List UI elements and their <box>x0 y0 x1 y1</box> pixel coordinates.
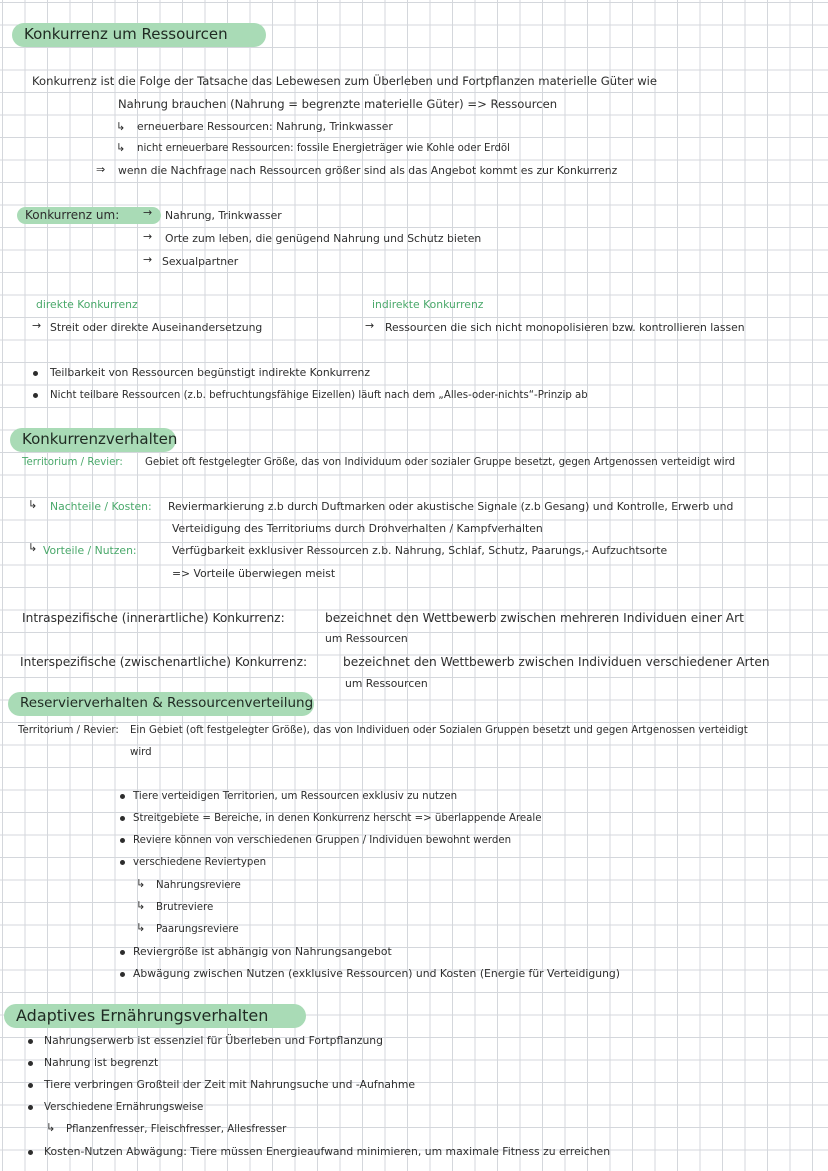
bullet-text: Tiere verteidigen Territorien, um Ressourcen exklusiv zu nutzen <box>133 791 458 802</box>
vorteile-label: Vorteile / Nutzen: <box>43 544 137 557</box>
territorium-label: Territorium / Revier: <box>22 457 123 468</box>
interspezifisch-text: bezeichnet den Wettbewerb zwischen Individuen verschiedener Arten <box>343 655 770 669</box>
list-item: Orte zum leben, die genügend Nahrung und Schutz bieten <box>165 232 482 245</box>
konkurrenz-um-label: Konkurrenz um: <box>17 207 161 224</box>
bullet-text: Nicht teilbare Ressourcen (z.b. befruchtungsfähige Eizellen) läuft nach dem „Alles-oder-nichts“-Prinzip ab <box>50 390 588 401</box>
bullet <box>120 794 125 799</box>
sub-item: Brutreviere <box>156 902 214 913</box>
bullet <box>33 371 38 376</box>
double-arrow-icon: ⇒ <box>96 163 106 176</box>
nachteile-text: Reviermarkierung z.b durch Duftmarken oder akustische Signale (z.b Gesang) und Kontrolle, Erwerb und <box>168 500 734 513</box>
intraspezifisch-text: bezeichnet den Wettbewerb zwischen mehreren Individuen einer Art <box>325 611 744 625</box>
indirect-competition-text: Ressourcen die sich nicht monopolisieren bzw. kontrollieren lassen <box>385 321 745 334</box>
bullet <box>28 1105 33 1110</box>
sub-item: Nahrungsreviere <box>156 880 241 891</box>
bullet-text: Nahrungserwerb ist essenziel für Überleben und Fortpflanzung <box>44 1034 383 1047</box>
direct-competition-text: Streit oder direkte Auseinandersetzung <box>50 321 263 334</box>
arrow-icon: → <box>365 319 375 332</box>
definition-line: nicht erneuerbare Ressourcen: fossile Energieträger wie Kohle oder Erdöl <box>137 143 510 154</box>
bullet <box>120 838 125 843</box>
list-item: Nahrung, Trinkwasser <box>165 209 282 222</box>
arrow-icon: → <box>143 230 153 243</box>
indirect-competition-title: indirekte Konkurrenz <box>372 298 484 311</box>
bullet-text: verschiedene Reviertypen <box>133 857 267 868</box>
turn-arrow-icon: ↳ <box>136 921 146 934</box>
section-title-konkurrenzverhalten: Konkurrenzverhalten <box>10 428 176 452</box>
vorteile-text: => Vorteile überwiegen meist <box>172 567 336 580</box>
bullet <box>33 393 38 398</box>
direct-competition-title: direkte Konkurrenz <box>36 298 138 311</box>
definition-line: Nahrung brauchen (Nahrung = begrenzte materielle Güter) => Ressourcen <box>118 97 558 111</box>
section-title-reservierverhalten: Reservierverhalten & Ressourcenverteilung <box>8 692 314 716</box>
bullet-text: Abwägung zwischen Nutzen (exklusive Ressourcen) und Kosten (Energie für Verteidigung) <box>133 967 621 980</box>
turn-arrow-icon: ↳ <box>28 541 38 554</box>
list-item: Sexualpartner <box>162 255 239 268</box>
bullet-text: Reviere können von verschiedenen Gruppen / Individuen bewohnt werden <box>133 835 512 846</box>
arrow-icon: → <box>143 206 153 219</box>
turn-arrow-icon: ↳ <box>136 877 146 890</box>
bullet <box>28 1039 33 1044</box>
bullet-text: Reviergröße ist abhängig von Nahrungsangebot <box>133 945 392 958</box>
bullet <box>120 816 125 821</box>
section-title-ernaehrungsverhalten: Adaptives Ernährungsverhalten <box>4 1004 306 1028</box>
territorium-label: Territorium / Revier: <box>18 725 119 736</box>
territorium-definition: Ein Gebiet (oft festgelegter Größe), das von Individuen oder Sozialen Gruppen besetzt und gegen Artgenossen verteidigt <box>130 725 748 736</box>
definition-line: erneuerbare Ressourcen: Nahrung, Trinkwasser <box>137 120 393 133</box>
nachteile-text: Verteidigung des Territoriums durch Drohverhalten / Kampfverhalten <box>172 522 543 535</box>
intraspezifisch-text: um Ressourcen <box>325 632 408 645</box>
sub-item: Pflanzenfresser, Fleischfresser, Allesfresser <box>66 1124 287 1135</box>
turn-arrow-icon: ↳ <box>46 1121 56 1134</box>
bullet-text: Teilbarkeit von Ressourcen begünstigt indirekte Konkurrenz <box>50 366 371 379</box>
vorteile-text: Verfügbarkeit exklusiver Ressourcen z.b. Nahrung, Schlaf, Schutz, Paarungs,- Aufzuchtsorte <box>172 544 668 557</box>
nachteile-label: Nachteile / Kosten: <box>50 500 152 513</box>
bullet <box>28 1150 33 1155</box>
bullet <box>120 950 125 955</box>
intraspezifisch-label: Intraspezifische (innerartliche) Konkurrenz: <box>22 611 285 625</box>
interspezifisch-label: Interspezifische (zwischenartliche) Konkurrenz: <box>20 655 308 669</box>
arrow-icon: → <box>32 319 42 332</box>
bullet-text: Verschiedene Ernährungsweise <box>44 1102 204 1113</box>
turn-arrow-icon: ↳ <box>116 141 126 154</box>
interspezifisch-text: um Ressourcen <box>345 677 428 690</box>
section-title-konkurrenz: Konkurrenz um Ressourcen <box>12 23 266 47</box>
territorium-definition: Gebiet oft festgelegter Größe, das von Individuum oder sozialer Gruppe besetzt, gegen Artgenossen verteidigt wird <box>145 457 736 468</box>
sub-item: Paarungsreviere <box>156 924 239 935</box>
definition-line: Konkurrenz ist die Folge der Tatsache das Lebewesen zum Überleben und Fortpflanzen materielle Güter wie <box>32 74 658 88</box>
bullet <box>28 1083 33 1088</box>
turn-arrow-icon: ↳ <box>28 498 38 511</box>
bullet-text: Nahrung ist begrenzt <box>44 1056 159 1069</box>
turn-arrow-icon: ↳ <box>116 120 126 133</box>
territorium-definition: wird <box>130 747 152 758</box>
turn-arrow-icon: ↳ <box>136 899 146 912</box>
arrow-icon: → <box>143 253 153 266</box>
bullet <box>120 860 125 865</box>
bullet-text: Tiere verbringen Großteil der Zeit mit Nahrungsuche und -Aufnahme <box>44 1078 416 1091</box>
bullet <box>28 1061 33 1066</box>
bullet-text: Kosten-Nutzen Abwägung: Tiere müssen Energieaufwand minimieren, um maximale Fitness zu erreichen <box>44 1145 611 1158</box>
definition-line: wenn die Nachfrage nach Ressourcen größer sind als das Angebot kommt es zur Konkurrenz <box>118 164 618 177</box>
bullet <box>120 972 125 977</box>
bullet-text: Streitgebiete = Bereiche, in denen Konkurrenz herscht => überlappende Areale <box>133 813 542 824</box>
